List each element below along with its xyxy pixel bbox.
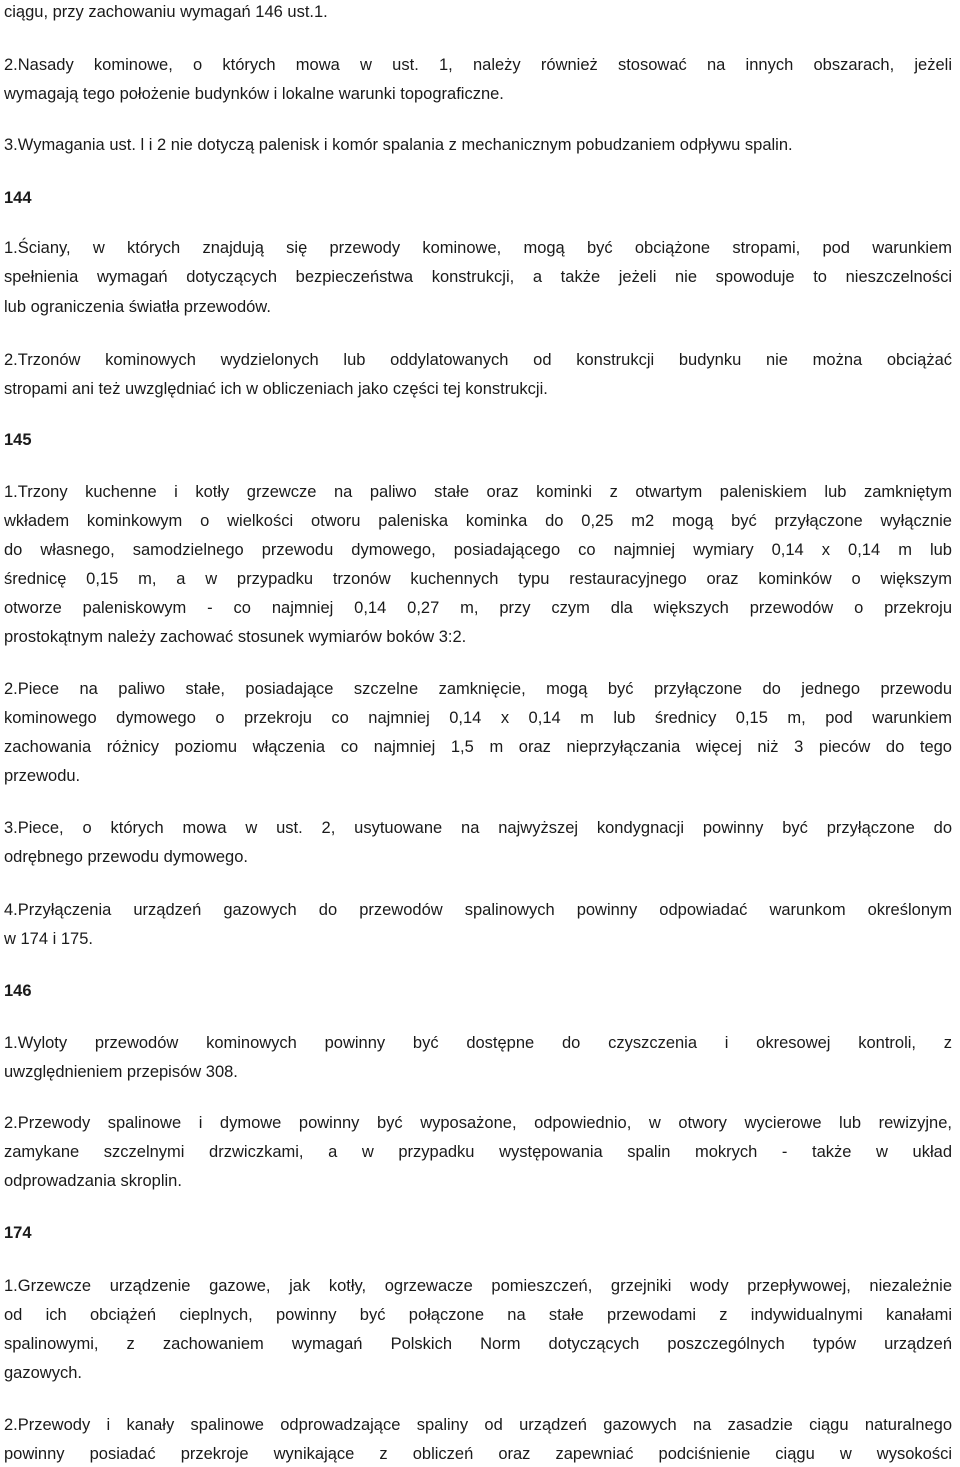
- text-line: od ich obciążeń cieplnych, powinny być połączone na stałe przewodami z indywidualnymi kanałami: [4, 1306, 952, 1324]
- text-line: prostokątnym należy zachować stosunek wymiarów boków 3:2.: [4, 628, 467, 646]
- text-line: 2.Trzonów kominowych wydzielonych lub oddylatowanych od konstrukcji budynku nie można obciążać: [4, 351, 952, 369]
- text-line: odprowadzania skroplin.: [4, 1172, 182, 1190]
- text-line: 1.Trzony kuchenne i kotły grzewcze na paliwo stałe oraz kominki z otwartym paleniskiem lub zamkniętym: [4, 483, 952, 501]
- text-line: otworze paleniskowym - co najmniej 0,14 0,27 m, przy czym dla większych przewodów o przekroju: [4, 599, 952, 617]
- text-line: zamykane szczelnymi drzwiczkami, a w przypadku występowania spalin mokrych - także w układ: [4, 1143, 952, 1161]
- text-line: 1.Ściany, w których znajdują się przewody kominowe, mogą być obciążone stropami, pod warunkiem: [4, 239, 952, 257]
- text-line: przewodu.: [4, 767, 81, 785]
- text-line: wkładem kominkowym o wielkości otworu paleniska kominka do 0,25 m2 mogą być przyłączone wyłącznie: [4, 512, 952, 530]
- text-line: wymagają tego położenie budynków i lokalne warunki topograficzne.: [4, 85, 504, 103]
- text-line: 1.Grzewcze urządzenie gazowe, jak kotły, ogrzewacze pomieszczeń, grzejniki wody przepływowej, niezależnie: [4, 1277, 952, 1295]
- text-line: gazowych.: [4, 1364, 82, 1382]
- section-heading: 145: [4, 431, 32, 449]
- text-line: 1.Wyloty przewodów kominowych powinny być dostępne do czyszczenia i okresowej kontroli, z: [4, 1034, 952, 1052]
- text-line: powinny posiadać przekroje wynikające z obliczeń oraz zapewniać podciśnienie ciągu w wysokości: [4, 1445, 952, 1463]
- text-line: 4.Przyłączenia urządzeń gazowych do przewodów spalinowych powinny odpowiadać warunkom określonym: [4, 901, 952, 919]
- text-line: spalinowymi, z zachowaniem wymagań Polskich Norm dotyczących poszczególnych typów urządzeń: [4, 1335, 952, 1353]
- text-line: średnicę 0,15 m, a w przypadku trzonów kuchennych typu restauracyjnego oraz kominków o większym: [4, 570, 952, 588]
- section-heading: 174: [4, 1224, 32, 1242]
- text-line: 2.Piece na paliwo stałe, posiadające szczelne zamknięcie, mogą być przyłączone do jednego przewodu: [4, 680, 952, 698]
- text-line: stropami ani też uwzględniać ich w obliczeniach jako części tej konstrukcji.: [4, 380, 548, 398]
- text-line: 2.Przewody i kanały spalinowe odprowadzające spaliny od urządzeń gazowych na zasadzie ciągu naturalnego: [4, 1416, 952, 1434]
- text-line: lub ograniczenia światła przewodów.: [4, 298, 271, 316]
- text-line: uwzględnieniem przepisów 308.: [4, 1063, 238, 1081]
- text-line: ciągu, przy zachowaniu wymagań 146 ust.1.: [4, 3, 328, 21]
- text-line: zachowania różnicy poziomu włączenia co najmniej 1,5 m oraz nieprzyłączania więcej niż 3 pieców do tego: [4, 738, 952, 756]
- text-line: w 174 i 175.: [4, 930, 93, 948]
- section-heading: 146: [4, 982, 32, 1000]
- text-line: 3.Wymagania ust. l i 2 nie dotyczą palenisk i komór spalania z mechanicznym pobudzaniem odpływu spalin.: [4, 136, 793, 154]
- text-line: kominowego dymowego o przekroju co najmniej 0,14 x 0,14 m lub średnicy 0,15 m, pod warunkiem: [4, 709, 952, 727]
- text-line: spełnienia wymagań dotyczących bezpieczeństwa konstrukcji, a także jeżeli nie spowoduje to nieszczelności: [4, 268, 952, 286]
- text-line: 2.Przewody spalinowe i dymowe powinny być wyposażone, odpowiednio, w otwory wycierowe lub rewizyjne,: [4, 1114, 952, 1132]
- text-line: do własnego, samodzielnego przewodu dymowego, posiadającego co najmniej wymiary 0,14 x 0,14 m lub: [4, 541, 952, 559]
- text-line: odrębnego przewodu dymowego.: [4, 848, 248, 866]
- text-line: 2.Nasady kominowe, o których mowa w ust. 1, należy również stosować na innych obszarach, jeżeli: [4, 56, 952, 74]
- text-line: 3.Piece, o których mowa w ust. 2, usytuowane na najwyższej kondygnacji powinny być przyłączone do: [4, 819, 952, 837]
- section-heading: 144: [4, 189, 32, 207]
